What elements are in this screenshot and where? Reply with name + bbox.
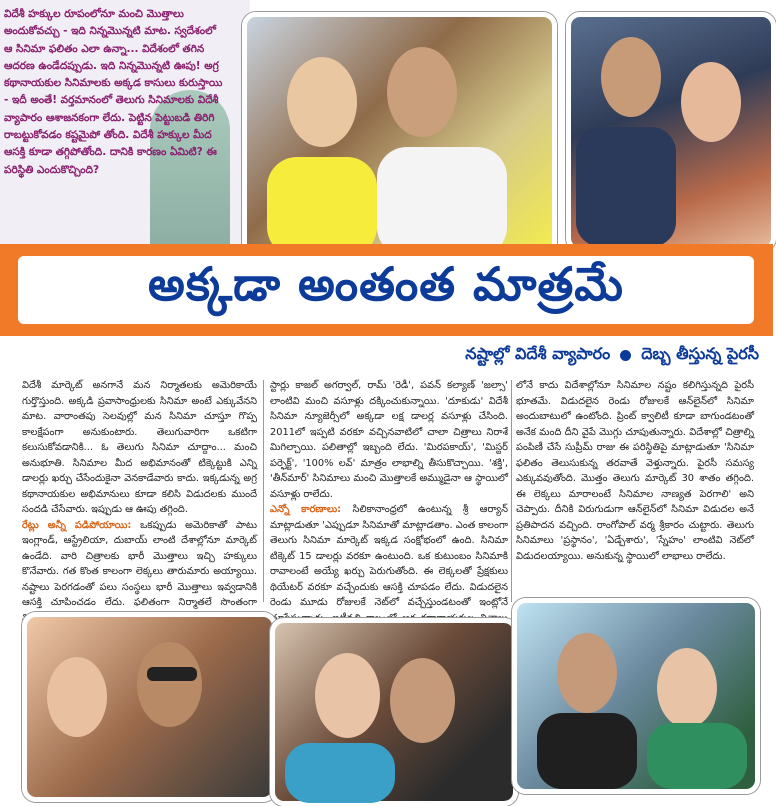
- headline-box: [18, 256, 754, 324]
- column-paragraph: లోనే కాదు విదేశాల్లోనూ సినిమాల నష్టం కలిగిస్తున్నది పైరసీ భూతమే. విడుదలైన రెండు రోజులకే ఆన్‌లైన్‌లో సినిమా అందుబాటులో ఉంటోంది. ప్రింట్ క్వాలిటీ కూడా బాగుండటంతో అనేక మంది దీని వైపే మొగ్గు చూపుతున్నారు. విదేశాల్లో చిత్రాల్ని పంపిణీ చేసే సుప్రీమ్ రాజు ఈ పరిస్థితిపై మాట్లాడుతూ 'సినిమా ఫలితం తెలుసుకున్న తరవాతే వెళ్తున్నారు. పైరసీ సమస్య ఎక్కువవుతోంది. మొత్తం తెలుగు మార్కెట్ 30 శాతం తగ్గింది. ఈ లెక్కలు మారాలంటే సినిమాల నాణ్యత పెరగాలి' అని చెప్పారు. దీనికి విరుగుడుగా ఆన్‌లైన్‌లో సినిమా విడుదల అనే ప్రతిపాదన వచ్చింది. రాంగోపాల్ వర్మ శ్రీకారం చుట్టారు. తెలుగు సినిమాలు 'ప్రస్థానం', 'ఏడ్చేశారు', 'స్నేహం' లాంటివి నెట్‌లో విడుదలయ్యాయి. అనుకున్న స్థాయిలో లాభాలు రాలేదు.: [516, 380, 754, 562]
- headline-title: అక్కడా అంతంత మాత్రమే: [148, 257, 624, 311]
- face-shape: [47, 657, 107, 737]
- column-divider: [511, 380, 512, 602]
- face-shape: [287, 57, 357, 147]
- headline-banner: [0, 244, 773, 336]
- face-shape: [601, 37, 661, 117]
- clothing-shape: [285, 743, 395, 803]
- clothing-shape: [537, 713, 637, 789]
- face-shape: [390, 658, 455, 743]
- column-paragraph: విదేశీ మార్కెట్ అనగానే మన నిర్మాతలకు అమెరికాయే గుర్తొస్తుంది. అక్కడి ప్రవాసాంధ్రులకు సినిమా అంటే ఎక్కువేనని మాట. వారాంతపు సెలవుల్లో మన సినిమా చూస్తూ గొప్ప కాలక్షేపంగా అనుకుంటారు. తెలుగువారిగా ఒకటిగా కలుసుకోవడానికి... ఓ తెలుగు సినిమా చూద్దాం... మంచి అనుభూతి. సినిమాల మీద అభిమానంతో టిక్కెట్టుకి ఎన్ని డాలర్లు ఖర్చు చేసేందుకైనా వెనకాడేవారు కాదు. ఇక్కడున్న అగ్ర కథానాయకుల అభిమానులు కూడా కలిసి విడుదలకు ముందే సందడి చేసేవారు. ఇప్పుడు ఆ ఊపు తగ్గింది.: [22, 380, 257, 515]
- section-lead: ఎన్నో కారణాలు:: [270, 504, 342, 515]
- subheadline-left: నష్టాల్లో విదేశీ వ్యాపారం: [465, 343, 611, 363]
- photo-top-left: [242, 12, 557, 257]
- article-column-3: [516, 378, 754, 603]
- photo-bottom-middle: [270, 618, 518, 806]
- article-column-1: [22, 378, 257, 608]
- sunglasses-shape: [147, 667, 197, 681]
- intro-box: [0, 0, 250, 250]
- photo-bottom-left: [22, 612, 277, 802]
- bullet-icon: [620, 350, 631, 361]
- clothing-shape: [647, 723, 747, 789]
- subheadline: [0, 338, 773, 372]
- section-lead: రేట్లు అన్నీ పడిపోయాయి:: [22, 519, 132, 531]
- clothing-shape: [377, 147, 507, 257]
- column-divider: [263, 380, 264, 602]
- intro-text: విదేశీ హక్కుల రూపంలోనూ మంచి మొత్తాలు అందుకోవచ్చు - ఇది నిన్నమొన్నటి మాట. స్వదేశంలో ఆ సినిమా ఫలితం ఎలా ఉన్నా... విదేశంలో తగిన ఆదరణ ఉండేదప్పుడు. ఇది నిన్నమొన్నటి ఊపు! అగ్ర కథానాయకుల సినిమాలకు అక్కడ కాసులు కురుస్తాయి - ఇదీ అంతే! వర్తమానంలో తెలుగు సినిమాలకు విదేశీ వ్యాపారం ఆశాజనకంగా లేదు. పెట్టిన పెట్టుబడి తిరిగి రాబట్టుకోవడం కష్టమైపో తోంది. విదేశీ హక్కుల మీద ఆసక్తి కూడా తగ్గిపోతోంది. దానికి కారణం ఏమిటి? ఈ పరిస్థితి ఎందుకొచ్చింది?: [4, 8, 223, 176]
- clothing-shape: [267, 157, 377, 257]
- face-shape: [315, 653, 380, 738]
- column-paragraph: ఒకప్పుడు అమెరికాతో పాటు ఇంగ్లాండ్, ఆస్ట్రేలియా, దుబాయ్ లాంటి దేశాల్లోనూ మార్కెట్ ఉండేది. వారి చిత్రాలకు భారీ మొత్తాలు ఇచ్చి హక్కులు కొనేవారు. గత కొంత కాలంగా లెక్కలు తారుమారు అయ్యాయి. నష్టాలు పెరగడంతో పలు సంస్థలు భారీ మొత్తాలు ఇవ్వడానికి ఆసక్తి చూపించడం లేదు. ఫలితంగా నిర్మాతలే సొంతంగా: [22, 519, 257, 608]
- face-shape: [137, 642, 202, 727]
- subheadline-right: దెబ్బ తీస్తున్న పైరసీ: [641, 343, 759, 363]
- clothing-shape: [576, 127, 676, 247]
- article-column-2: [270, 378, 508, 608]
- face-shape: [657, 648, 717, 728]
- face-shape: [557, 633, 617, 713]
- photo-top-right: [566, 12, 776, 252]
- column-paragraph: స్టార్లు కాజల్ అగర్వాల్, రామ్ 'రెడీ', పవన్ కల్యాణ్ 'జల్సా' లాంటివి మంచి వసూళ్లు దక్కించుకున్నాయి. 'దూకుడు' విదేశీ సినిమా న్యూజెర్సీలో అక్కడా లక్ష డాలర్ల వసూళ్లు చేసింది. 2011లో ఇప్పటి వరకూ వచ్చినవాటిలో చాలా చిత్రాలు నిరాశే మిగిల్చాయి. పలితాల్లో ఇబ్బంది లేదు. 'మిరపకాయ్', 'మిస్టర్ పర్ఫెక్ట్', '100% లవ్' మాత్రం లాభాల్ని తీసుకొచ్చాయి. 'శక్తి', 'తీన్‌మార్' సినిమాలు మంచి మొత్తాలకే అమ్ముడైనా ఆ స్థాయిలో వసూళ్లు రాలేదు.: [270, 380, 508, 500]
- photo-bottom-right: [512, 598, 760, 794]
- column-paragraph: సిలికానాంధ్రలో ఉంటున్న శ్రీ ఆర్యాన్ మాట్లాడుతూ 'ఎప్పుడూ సినిమాతో మాట్లాడతాం. ఎంత కాలంగా తెలుగు సినిమా మార్కెట్ ఇక్కడ సంక్షోభంలో ఉంది. సినిమా టిక్కెట్ 15 డాలర్లు వరకూ ఉంటుంది. ఒక కుటుంబం సినిమాకి రావాలంటే అయ్యే ఖర్చు పెరుగుతోంది. ఈ లెక్కలతో ప్రేక్షకులు థియేటర్ వరకూ వచ్చేందుకు ఆసక్తి చూపడం లేదు. విడుదలైన రెండు మూడు రోజులకే నెట్‌లో వచ్చేస్తుండటంతో ఇంట్లోనే: [270, 504, 508, 608]
- face-shape: [681, 62, 741, 142]
- face-shape: [387, 47, 457, 137]
